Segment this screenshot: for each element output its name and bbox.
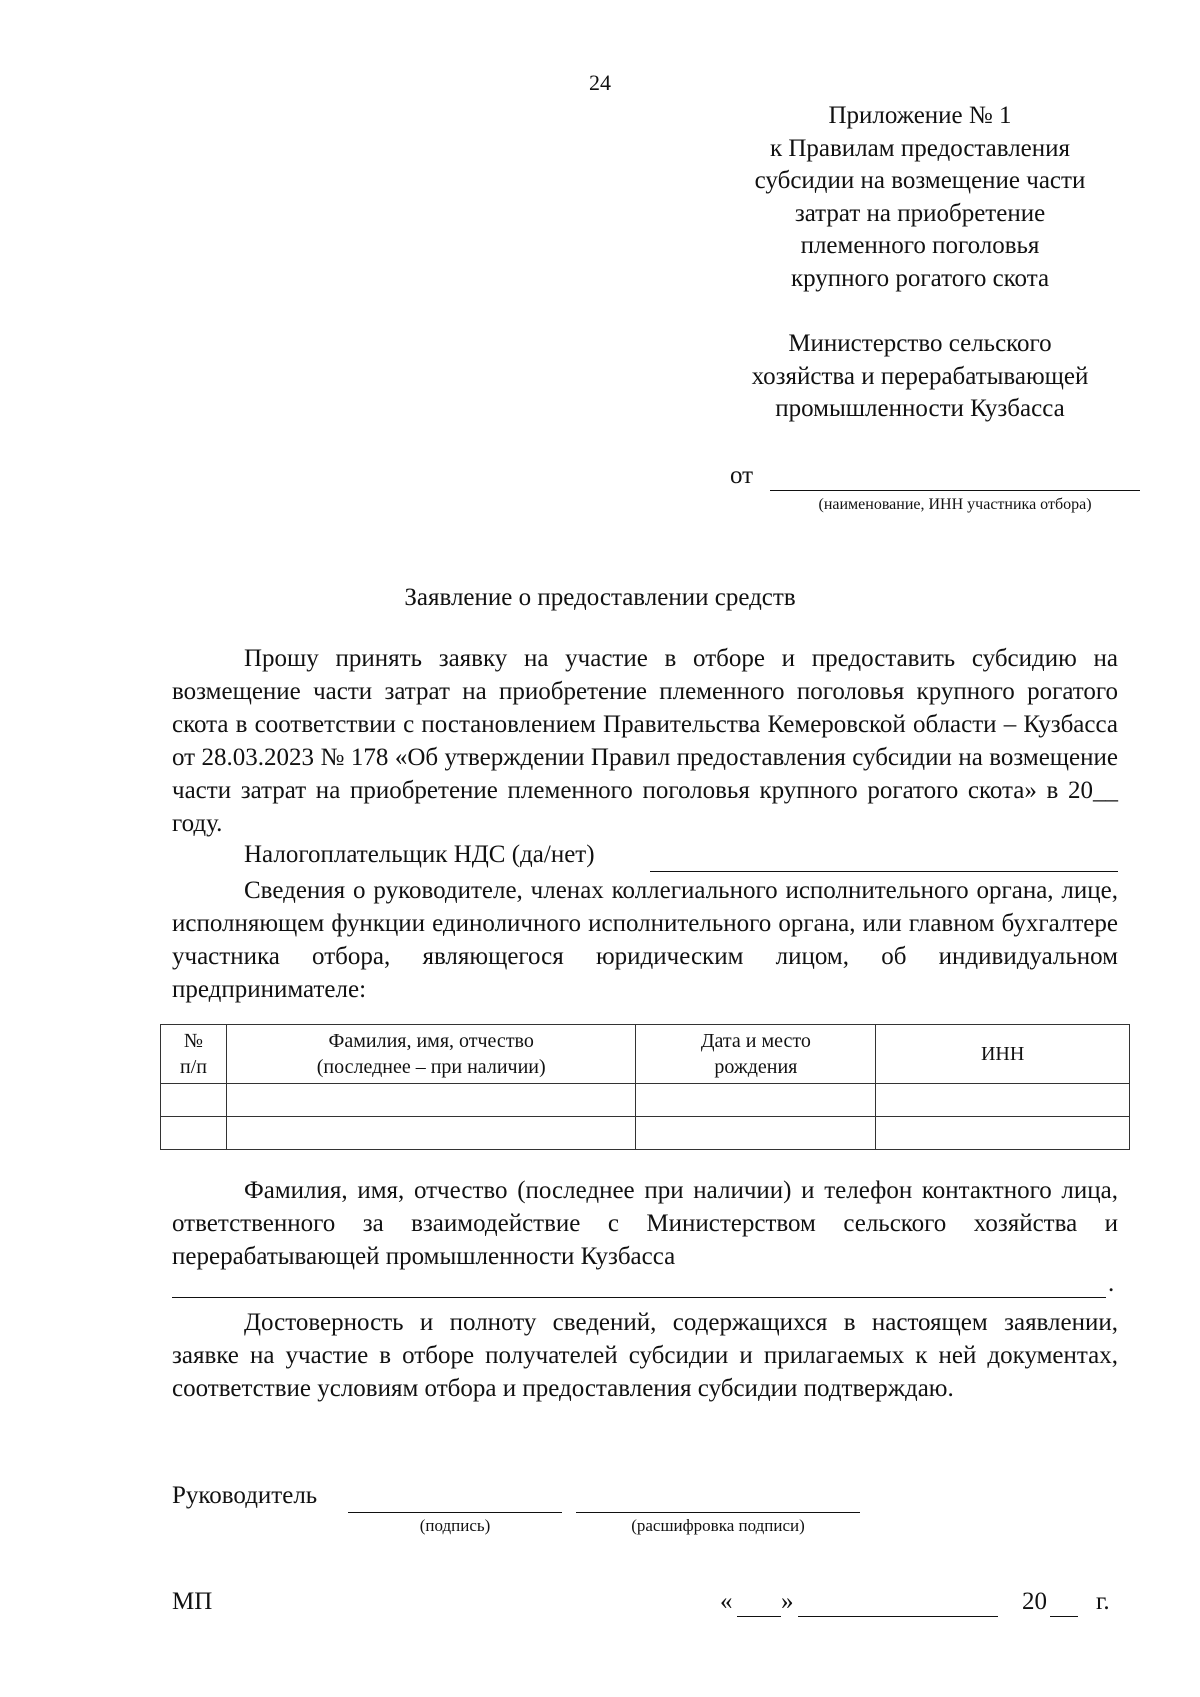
appendix-header (700, 100, 1140, 296)
table-cell[interactable] (876, 1117, 1130, 1150)
page-number: 24 (589, 70, 611, 95)
appendix-line: субсидии на возмещение части (754, 167, 1086, 195)
leaders-table (160, 1024, 1130, 1150)
from-caption: (наименование, ИНН участника отбора) (818, 496, 1092, 513)
document-title: Заявление о предоставлении средств (404, 584, 796, 611)
col-number-header: № п/п (161, 1025, 227, 1084)
col-inn-header: ИНН (876, 1025, 1130, 1084)
table-cell[interactable] (161, 1084, 227, 1117)
date-year-line[interactable] (1050, 1616, 1078, 1617)
leaders-paragraph: Сведения о руководителе, членах коллегиального исполнительного органа, лице, исполняющем функции единоличного исполнительного органа, или главном бухгалтере участника отбора, являющегося юридическим лицом, об индивидуальном предпринимателе: (172, 877, 1118, 1003)
col-name-header: Фамилия, имя, отчество (последнее – при наличии) (226, 1025, 636, 1084)
table-header-row (161, 1025, 1130, 1084)
from-label: от (730, 462, 754, 489)
table-cell[interactable] (876, 1084, 1130, 1117)
table-row (161, 1084, 1130, 1117)
stamp-label: МП (172, 1588, 213, 1615)
date-close-quote: » (781, 1588, 794, 1615)
col-birth-header: Дата и место рождения (636, 1025, 876, 1084)
table-row (161, 1117, 1130, 1150)
date-month-line[interactable] (798, 1616, 998, 1617)
nds-fill-line[interactable] (650, 871, 1118, 872)
date-open-quote: « (720, 1588, 733, 1615)
date-year-suffix: г. (1096, 1588, 1110, 1615)
addressee-line: хозяйства и перерабатывающей (751, 362, 1089, 390)
confirmation-paragraph: Достоверность и полноту сведений, содержащихся в настоящем заявлении, заявке на участие в отборе получателей субсидии и прилагаемых к ней документах, соответствие условиям отбора и предоставления субсидии подтверждаю. (172, 1309, 1118, 1402)
table-cell[interactable] (226, 1084, 636, 1117)
date-year-prefix: 20 (1022, 1588, 1047, 1615)
signature-decode-caption: (расшифровка подписи) (631, 1516, 805, 1535)
nds-field (244, 841, 1118, 874)
table-cell[interactable] (226, 1117, 636, 1150)
appendix-line: крупного рогатого скота (790, 264, 1050, 292)
signature-caption: (подпись) (419, 1516, 491, 1535)
contact-fill-line[interactable] (172, 1297, 1106, 1298)
signature-decode-fill-line[interactable] (576, 1512, 860, 1513)
request-paragraph: Прошу принять заявку на участие в отборе и предоставить субсидию на возмещение части затрат на приобретение племенного поголовья крупного рогатого скота в соответствии с постановлением Правительства Кемеровской области – Кузбасса от 28.03.2023 № 178 «Об утверждении Правил предоставления субсидии на возмещение части затрат на приобретение племенного поголовья крупного рогатого скота» в 20__ году. (172, 645, 1118, 837)
signature-label: Руководитель (172, 1482, 318, 1509)
appendix-line: племенного поголовья (800, 232, 1040, 260)
addressee-line: Министерство сельского (788, 330, 1052, 357)
signature-fill-line[interactable] (348, 1512, 562, 1513)
addressee-block (700, 328, 1140, 426)
table-cell[interactable] (636, 1117, 876, 1150)
table-cell[interactable] (161, 1117, 227, 1150)
addressee-line: промышленности Кузбасса (775, 395, 1065, 423)
contact-period: . (1108, 1270, 1115, 1297)
from-fill-line[interactable] (770, 490, 1140, 491)
nds-label: Налогоплательщик НДС (да/нет) (244, 841, 595, 868)
appendix-line: к Правилам предоставления (769, 134, 1071, 162)
table-cell[interactable] (636, 1084, 876, 1117)
appendix-line: затрат на приобретение (794, 199, 1046, 227)
appendix-line: Приложение № 1 (828, 102, 1012, 129)
contact-paragraph: Фамилия, имя, отчество (последнее при наличии) и телефон контактного лица, ответственного за взаимодействие с Министерством сельского хозяйства и перерабатывающей промышленности Кузбасса (172, 1177, 1118, 1270)
from-field (730, 462, 1140, 492)
date-day-line[interactable] (737, 1616, 781, 1617)
date-field (720, 1588, 1118, 1622)
